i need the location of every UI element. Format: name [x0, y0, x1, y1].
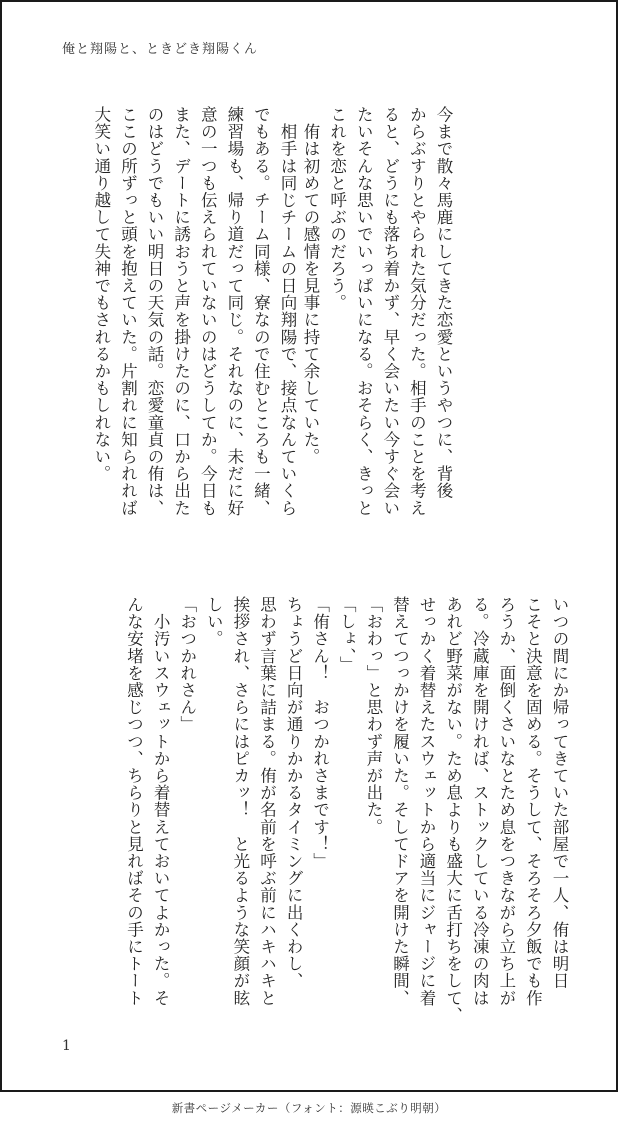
- text-line: のはどうでもいい明日の天気の話。恋愛童貞の侑は、: [145, 106, 165, 517]
- text-line: 意の一つも伝えられていないのはどうしてか。今日も: [198, 106, 218, 517]
- text-line: 練習場も、帰り道だって同じ。それなのに、未だに好: [224, 106, 244, 517]
- text-block-bottom: [120, 596, 572, 1026]
- text-line: たいそんな思いでいっぱいになる。おそらく、きっと: [354, 106, 374, 517]
- page-number: 1: [62, 1038, 71, 1054]
- text-line: これを恋と呼ぶのだろう。: [327, 106, 347, 312]
- text-line: ちょうど日向が通りかかるタイミングに出くわし、: [284, 596, 304, 990]
- running-header: 俺と翔陽と、ときどき翔陽くん: [62, 42, 259, 57]
- text-line: ここの所ずっと頭を抱えていた。片割れに知られれば: [118, 106, 138, 517]
- text-line: 今まで散々馬鹿にしてきた恋愛というやつに、背後: [434, 106, 453, 500]
- text-line: ると、どうにも落ち着かず、早く会いたい今すぐ会い: [380, 106, 400, 517]
- text-line: 思わず言葉に詰まる。侑が名前を呼ぶ前にハキハキと: [257, 596, 277, 1007]
- text-line: 替えてつっかけを履いた。そしてドアを開けた瞬間、: [390, 596, 410, 1007]
- text-line: また、デートに誘おうと声を掛けたのに、口から出た: [171, 106, 191, 517]
- text-line: る。冷蔵庫を開ければ、ストックしている冷凍の肉は: [470, 596, 490, 1007]
- text-line: ろうか、面倒くさいなとため息をつきながら立ち上が: [496, 596, 516, 1007]
- text-line: 「侑さん！ おつかれさまです！」: [310, 596, 330, 870]
- text-line: 「おわっ」と思わず声が出た。: [363, 596, 383, 836]
- text-line: 大笑い通り越して失神でもされるかもしれない。: [91, 106, 111, 483]
- text-line: でもある。チーム同様、寮なので住むところも一緒、: [251, 106, 271, 517]
- text-line: 「しょ、」: [337, 596, 357, 674]
- text-line: いつの間にか帰ってきていた部屋で一人、侑は明日: [550, 596, 569, 990]
- footer-credit: 新書ページメーカー（フォント：源暎こぶり明朝）: [171, 1101, 447, 1115]
- text-block-top-continued: [87, 106, 300, 536]
- text-line: 侑は初めての感情を見事に持て余していた。: [301, 106, 321, 466]
- text-line: しい。: [204, 596, 224, 648]
- text-line: 「おつかれさん」: [177, 596, 197, 733]
- text-line: 小汚いスウェットから着替えておいてよかった。そ: [151, 596, 171, 1007]
- text-line: あれど野菜がない。ため息よりも盛大に舌打ちをして、: [443, 596, 463, 1024]
- text-line: んな安堵を感じつつ、ちらりと見ればその手にトート: [124, 596, 144, 1007]
- text-line: せっかく着替えたスウェットから適当にジャージに着: [417, 596, 437, 1007]
- text-block-top: [296, 106, 456, 536]
- text-line: からぶすりとやられた気分だった。相手のことを考え: [407, 106, 427, 517]
- text-line: 挨拶され、さらにはピカッ！ と光るような笑顔が眩: [230, 596, 250, 1007]
- text-line: こそと決意を固める。そうして、そろそろ夕飯でも作: [523, 596, 543, 1007]
- text-line: 相手は同じチームの日向翔陽で、接点なんていくら: [278, 106, 297, 517]
